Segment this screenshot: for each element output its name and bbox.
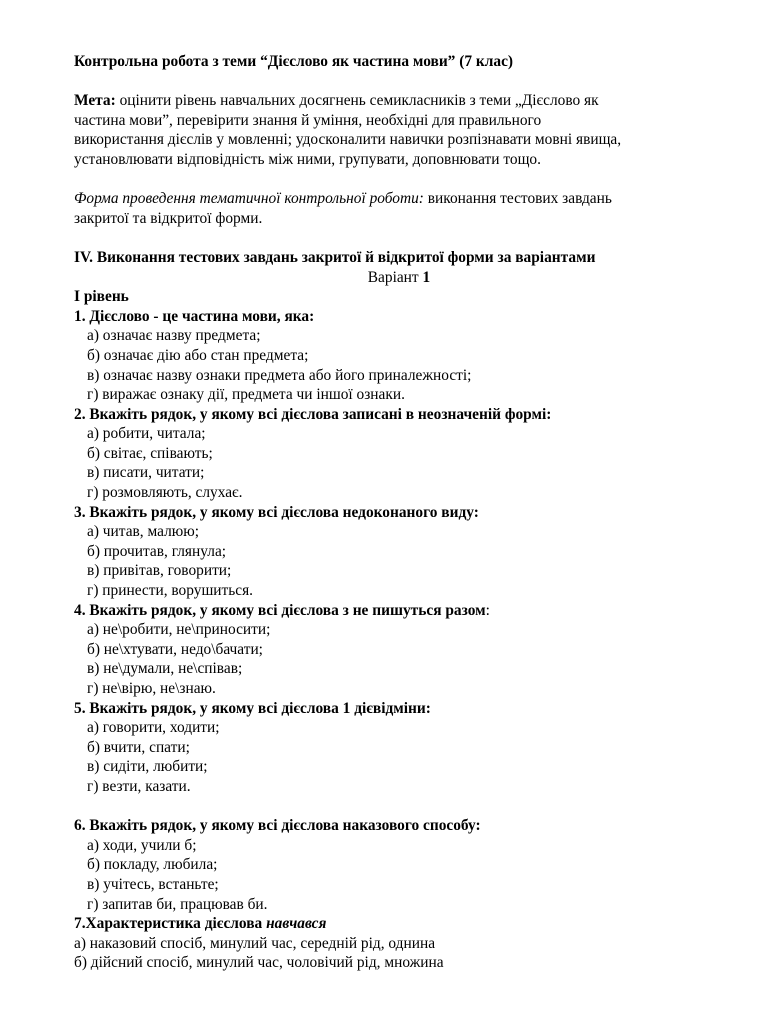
form-line-1 bbox=[74, 189, 724, 209]
question-6-option-c: в) учітесь, встаньте; bbox=[87, 875, 219, 893]
spacer bbox=[74, 170, 724, 190]
form-line-2: закритої та відкритої форми. bbox=[74, 209, 263, 227]
question-1-option-d: г) виражає ознаку дії, предмета чи іншої ознаки. bbox=[87, 386, 405, 404]
question-5-option-d: г) везти, казати. bbox=[87, 777, 191, 795]
form-label: Форма проведення тематичної контрольної роботи: bbox=[74, 190, 424, 208]
variant-number: 1 bbox=[422, 268, 431, 286]
document-title: Контрольна робота з теми “Дієслово як частина мови” (7 клас) bbox=[74, 53, 514, 70]
question-6-option-b: б) покладу, любила; bbox=[87, 856, 218, 874]
question-5-option-a: а) говорити, ходити; bbox=[87, 719, 220, 737]
question-4-option-b: б) не\хтувати, недо\бачати; bbox=[87, 640, 263, 658]
goal-text-1: оцінити рівень навчальних досягнень семикласників з теми „Дієслово як bbox=[115, 92, 599, 110]
question-3-option-d: г) принести, ворушиться. bbox=[87, 582, 254, 600]
question-4-option-d: г) не\вірю, не\знаю. bbox=[87, 680, 216, 697]
question-7 bbox=[74, 914, 724, 934]
level-heading: І рівень bbox=[74, 288, 129, 306]
question-4-option-a: а) не\робити, не\приносити; bbox=[87, 621, 271, 639]
goal-line-1 bbox=[74, 91, 724, 111]
goal-line-2: частина мови”, перевірити знання й уміння, необхідні для правильного bbox=[74, 111, 542, 129]
goal-line-4: установлювати відповідність між ними, групувати, доповнювати тощо. bbox=[74, 150, 541, 168]
question-1-option-a: а) означає назву предмета; bbox=[87, 327, 261, 345]
variant-heading bbox=[74, 268, 724, 288]
question-2-option-d: г) розмовляють, слухає. bbox=[87, 484, 243, 502]
form-text-1: виконання тестових завдань bbox=[423, 190, 612, 208]
goal-label: Мета: bbox=[74, 92, 116, 110]
question-1: 1. Дієслово - це частина мови, яка: bbox=[74, 307, 315, 325]
question-4 bbox=[74, 601, 724, 621]
question-3-option-c: в) привітав, говорити; bbox=[87, 562, 232, 580]
question-6: 6. Вкажіть рядок, у якому всі дієслова наказового способу: bbox=[74, 817, 481, 835]
goal-line-3: використання дієслів у мовленні; удосконалити навички розпізнавати мовні явища, bbox=[74, 131, 622, 149]
document-page bbox=[74, 52, 724, 973]
question-1-option-b: б) означає дію або стан предмета; bbox=[87, 346, 309, 364]
question-5: 5. Вкажіть рядок, у якому всі дієслова 1 дієвідміни: bbox=[74, 699, 431, 717]
question-2-option-a: а) робити, читала; bbox=[87, 425, 206, 443]
question-1-option-c: в) означає назву ознаки предмета або його приналежності; bbox=[87, 366, 472, 384]
question-7-text: 7.Характеристика дієслова bbox=[74, 915, 267, 933]
question-3: 3. Вкажіть рядок, у якому всі дієслова недоконаного виду: bbox=[74, 503, 479, 521]
question-7-option-a: а) наказовий спосіб, минулий час, середній рід, однина bbox=[74, 934, 436, 952]
question-6-option-d: г) запитав би, працював би. bbox=[87, 895, 268, 913]
spacer bbox=[74, 228, 724, 248]
spacer bbox=[74, 797, 724, 817]
question-6-option-a: а) ходи, учили б; bbox=[87, 836, 197, 854]
question-2: 2. Вкажіть рядок, у якому всі дієслова записані в неозначеній формі: bbox=[74, 405, 552, 423]
question-2-option-c: в) писати, читати; bbox=[87, 464, 205, 482]
question-4-text: 4. Вкажіть рядок, у якому всі дієслова з не пишуться разом bbox=[74, 601, 486, 619]
question-3-option-b: б) прочитав, глянула; bbox=[87, 542, 227, 560]
section-heading: IV. Виконання тестових завдань закритої й відкритої форми за варіантами bbox=[74, 248, 596, 266]
question-7-option-b: б) дійсний спосіб, минулий час, чоловічий рід, множина bbox=[74, 954, 444, 972]
question-2-option-b: б) світає, співають; bbox=[87, 444, 213, 462]
question-3-option-a: а) читав, малюю; bbox=[87, 523, 200, 541]
spacer bbox=[74, 72, 724, 92]
variant-label: Варіант bbox=[367, 268, 423, 286]
question-4-colon: : bbox=[485, 601, 490, 619]
question-7-word: навчався bbox=[266, 915, 327, 933]
question-5-option-b: б) вчити, спати; bbox=[87, 738, 190, 756]
question-4-option-c: в) не\думали, не\співав; bbox=[87, 660, 243, 678]
question-5-option-c: в) сидіти, любити; bbox=[87, 758, 208, 776]
